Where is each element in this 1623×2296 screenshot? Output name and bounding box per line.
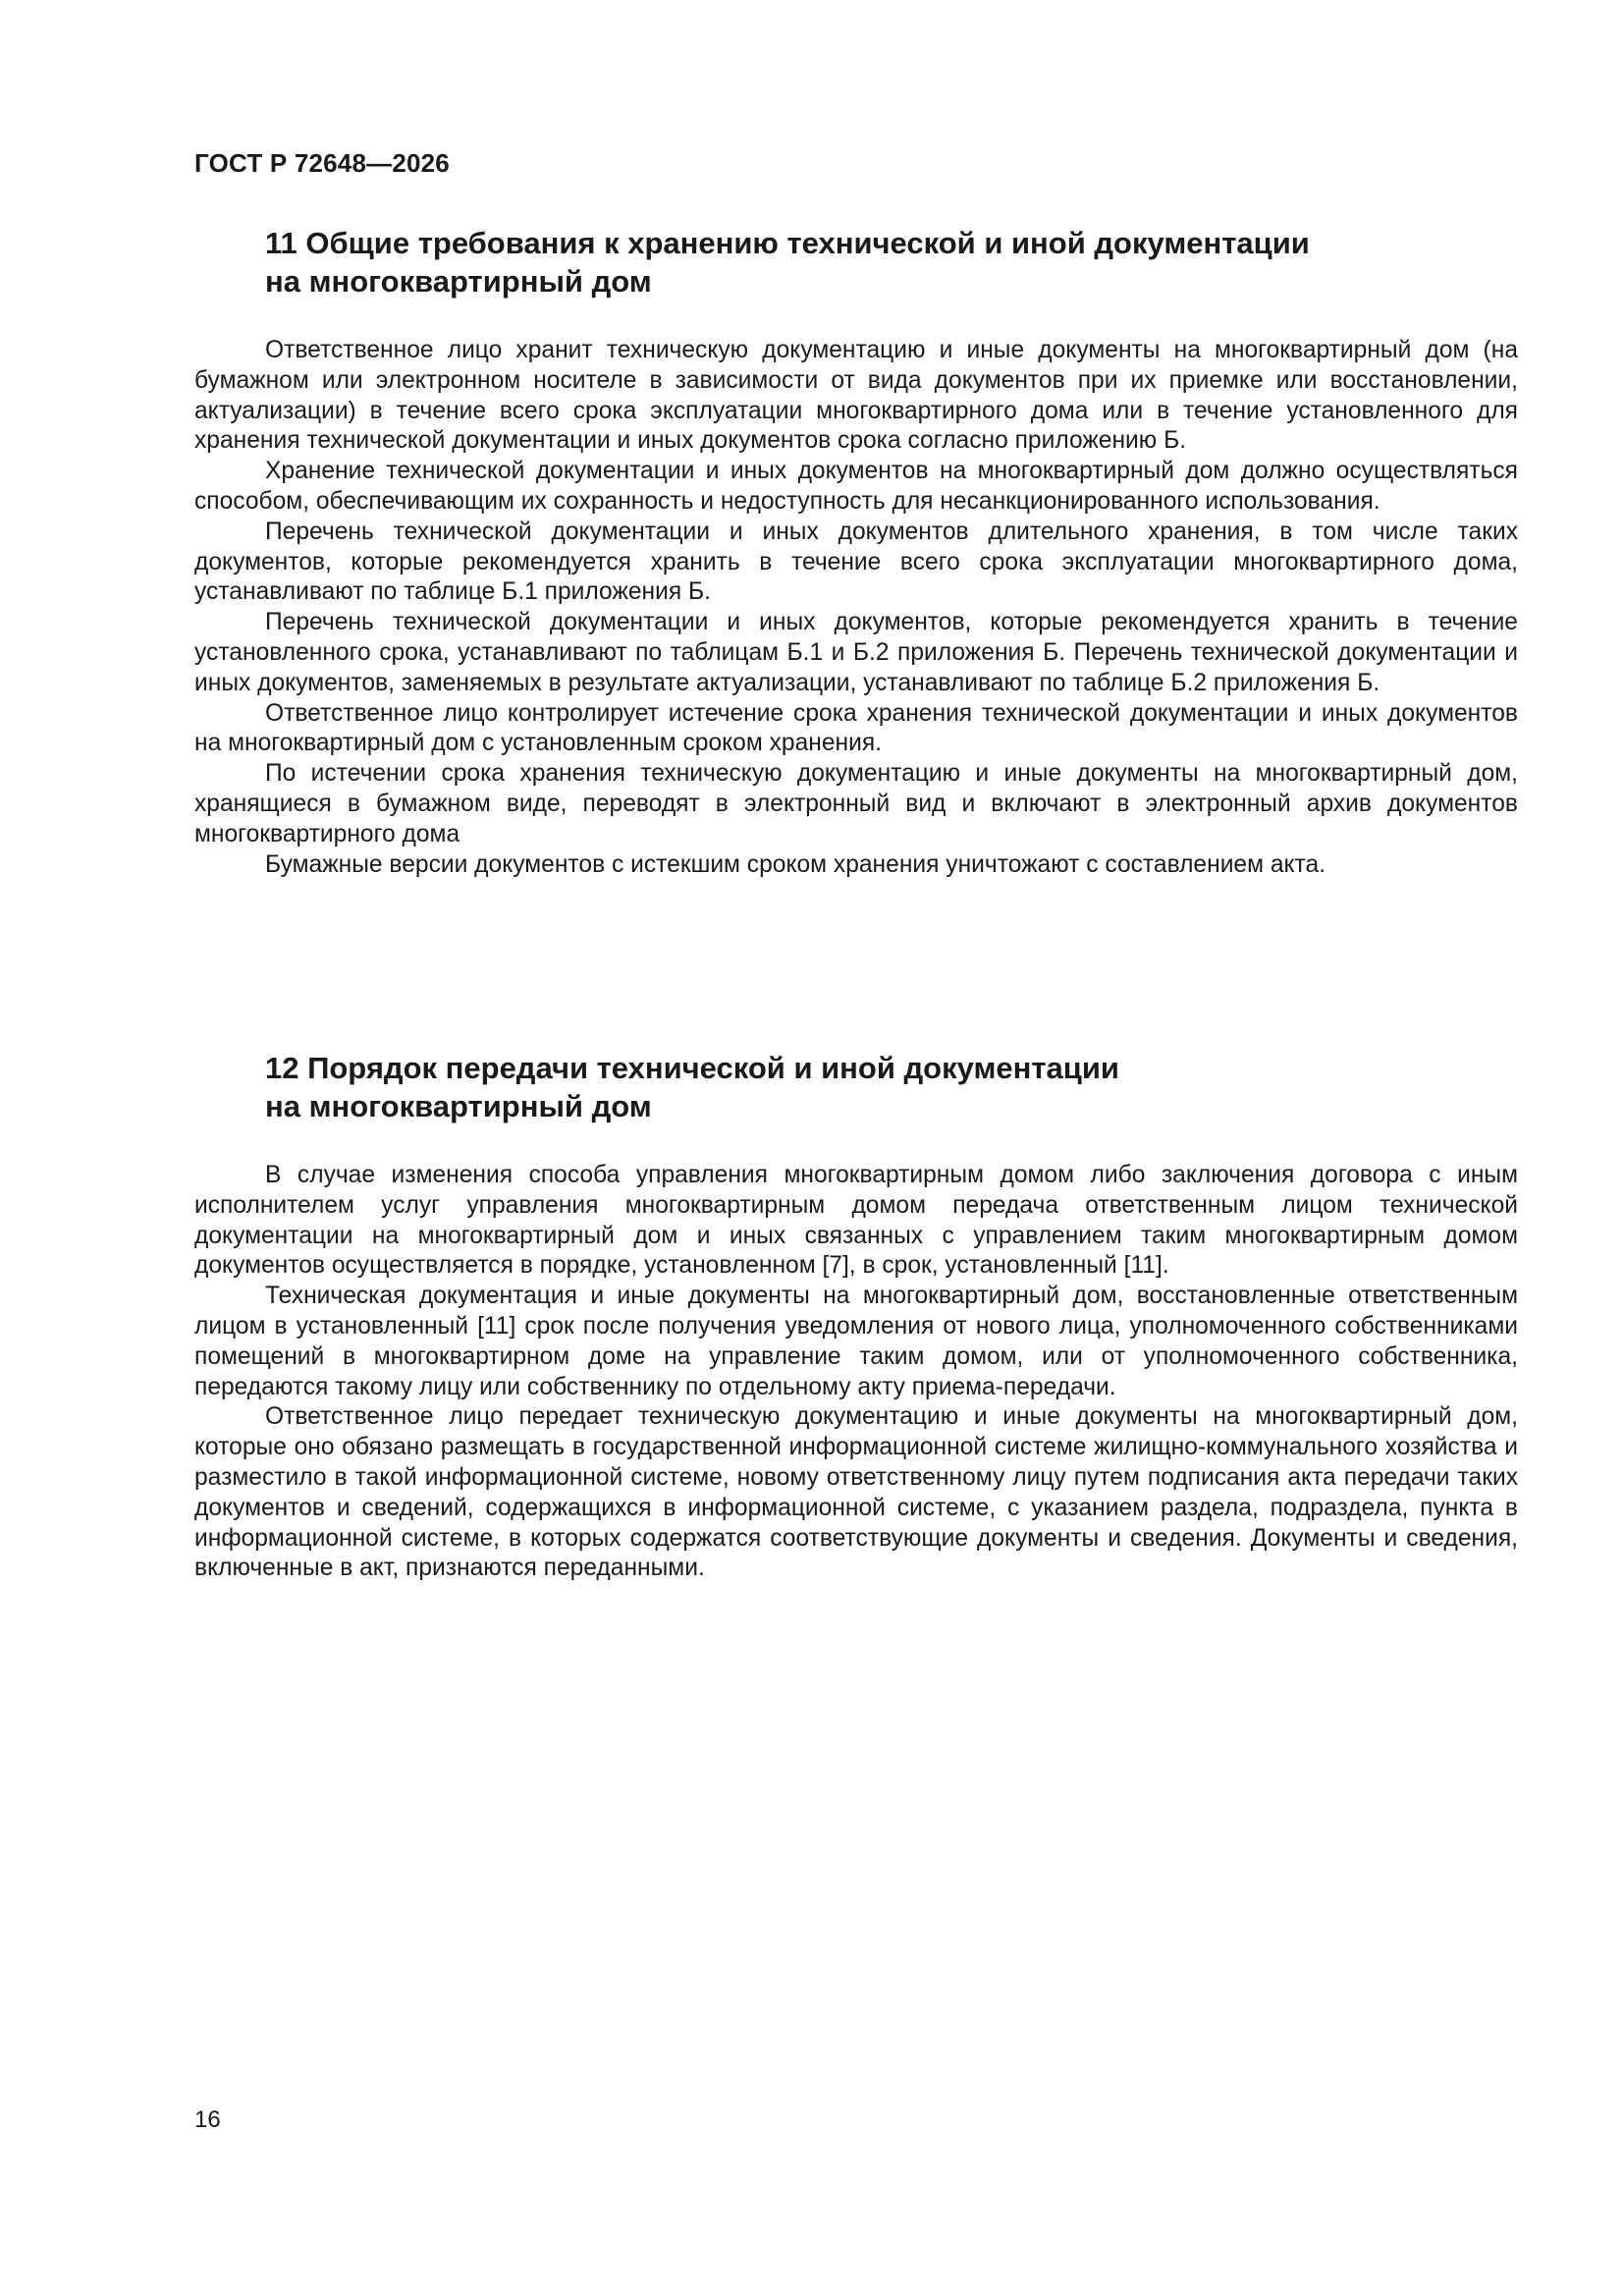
section-12 — [194, 1049, 1518, 1584]
page-number: 16 — [194, 2106, 221, 2133]
section-title-line: на многоквартирный дом — [265, 264, 652, 299]
section-11 — [194, 224, 1518, 880]
paragraph: Техническая документация и иные документы на многоквартирный дом, восстановленные ответственным лицом в установленный [11] срок после получения уведомления от нового лица, уполномоченного собственниками помещений в многоквартирном доме на управление таким домом, или от уполномоченного собственника, передаются такому лицу или собственнику по отдельному акту приема-передачи. — [194, 1283, 1518, 1400]
paragraph: По истечении срока хранения техническую документацию и иные документы на многоквартирный дом, хранящиеся в бумажном виде, переводят в электронный вид и включают в электронный архив документов многоквартирного дома — [194, 760, 1518, 847]
paragraph: Перечень технической документации и иных документов длительного хранения, в том числе таких документов, которые рекомендуется хранить в течение всего срока эксплуатации многоквартирного дома, устанавливают по таблице Б.1 приложения Б. — [194, 518, 1518, 606]
section-title-line: 11 Общие требования к хранению технической и иной документации — [265, 226, 1310, 260]
paragraph: Хранение технической документации и иных документов на многоквартирный дом должно осуществляться способом, обеспечивающим их сохранность и недоступность для несанкционированного использования. — [194, 458, 1518, 515]
paragraph: Ответственное лицо контролирует истечение срока хранения технической документации и иных документов на многоквартирный дом с установленным сроком хранения. — [194, 699, 1518, 757]
document-code-header: ГОСТ Р 72648—2026 — [194, 148, 450, 178]
section-title-line: на многоквартирный дом — [265, 1089, 652, 1123]
section-title — [265, 224, 1518, 301]
paragraph: Перечень технической документации и иных документов, которые рекомендуется хранить в течение установленного срока, устанавливают по таблицам Б.1 и Б.2 приложения Б. Перечень технической документации и иных документов, заменяемых в результате актуализации, устанавливают по таблице Б.2 приложения Б. — [194, 609, 1518, 696]
paragraph: В случае изменения способа управления многоквартирным домом либо заключения договора с иным исполнителем услуг управления многоквартирным домом передача ответственным лицом технической документации на многоквартирный дом и иных связанных с управлением таким многоквартирным домом документов осуществляется в порядке, установленном [7], в срок, установленный [11]. — [194, 1162, 1518, 1280]
paragraph: Ответственное лицо передает техническую документацию и иные документы на многоквартирный дом, которые оно обязано размещать в государственной информационной системе жилищно-коммунального хозяйства и разместило в такой информационной системе, новому ответственному лицу путем подписания акта передачи таких документов и сведений, содержащихся в информационной системе, с указанием раздела, подраздела, пункта в информационной системе, в которых содержатся соответствующие документы и сведения. Документы и сведения, включенные в акт, признаются переданными. — [194, 1403, 1518, 1582]
paragraph: Ответственное лицо хранит техническую документацию и иные документы на многоквартирный дом (на бумажном или электронном носителе в зависимости от вида документов при их приемке или восстановлении, актуализации) в течение всего срока эксплуатации многоквартирного дома или в течение установленного для хранения технической документации и иных документов срока согласно приложению Б. — [194, 337, 1518, 455]
document-page — [194, 0, 1518, 2296]
paragraph: Бумажные версии документов с истекшим сроком хранения уничтожают с составлением акта. — [265, 850, 1326, 878]
section-title-line: 12 Порядок передачи технической и иной документации — [265, 1051, 1119, 1085]
section-title — [265, 1049, 1518, 1125]
